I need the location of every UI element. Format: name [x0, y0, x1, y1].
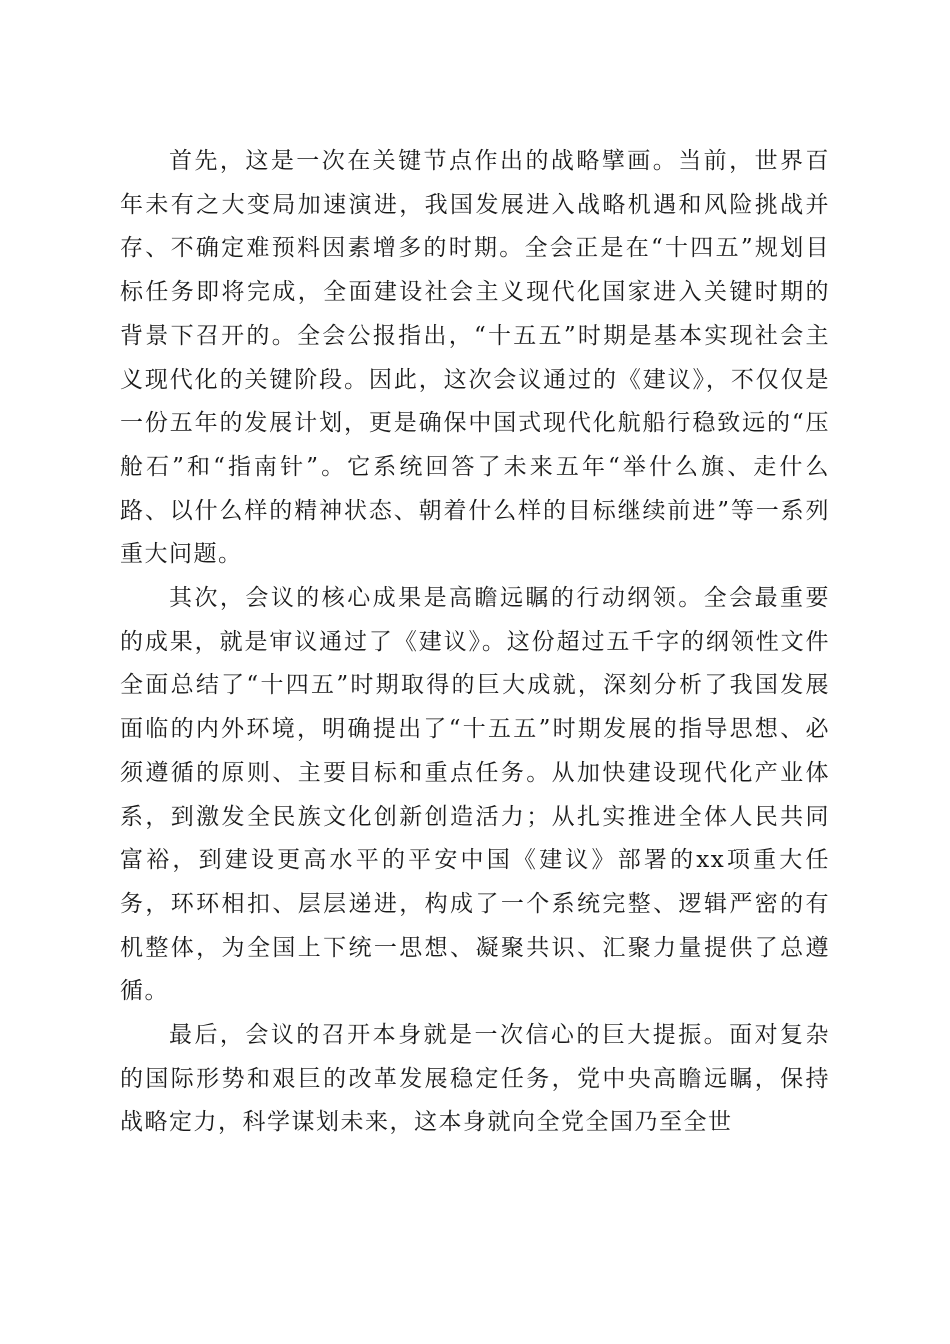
document-body — [120, 140, 830, 1145]
paragraph-second: 其次，会议的核心成果是高瞻远瞩的行动纲领。全会最重要的成果，就是审议通过了《建议》。这份超过五千字的纲领性文件全面总结了“十四五”时期取得的巨大成就，深刻分析了我国发展面临的内外环境，明确提出了“十五五”时期发展的指导思想、必须遵循的原则、主要目标和重点任务。从加快建设现代化产业体系，到激发全民族文化创新创造活力；从扎实推进全体人民共同富裕，到建设更高水平的平安中国《建议》部署的xx项重大任务，环环相扣、层层递进，构成了一个系统完整、逻辑严密的有机整体，为全国上下统一思想、凝聚共识、汇聚力量提供了总遵循。 — [120, 585, 830, 1005]
paragraph-first: 首先，这是一次在关键节点作出的战略擘画。当前，世界百年未有之大变局加速演进，我国发展进入战略机遇和风险挑战并存、不确定难预料因素增多的时期。全会正是在“十四五”规划目标任务即将完成，全面建设社会主义现代化国家进入关键时期的背景下召开的。全会公报指出，“十五五”时期是基本实现社会主义现代化的关键阶段。因此，这次会议通过的《建议》，不仅仅是一份五年的发展计划，更是确保中国式现代化航船行稳致远的“压舱石”和“指南针”。它系统回答了未来五年“举什么旗、走什么路、以什么样的精神状态、朝着什么样的目标继续前进”等一系列重大问题。 — [120, 148, 830, 568]
paragraph-third: 最后，会议的召开本身就是一次信心的巨大提振。面对复杂的国际形势和艰巨的改革发展稳定任务，党中央高瞻远瞩，保持战略定力，科学谋划未来，这本身就向全党全国乃至全世 — [120, 1022, 830, 1136]
